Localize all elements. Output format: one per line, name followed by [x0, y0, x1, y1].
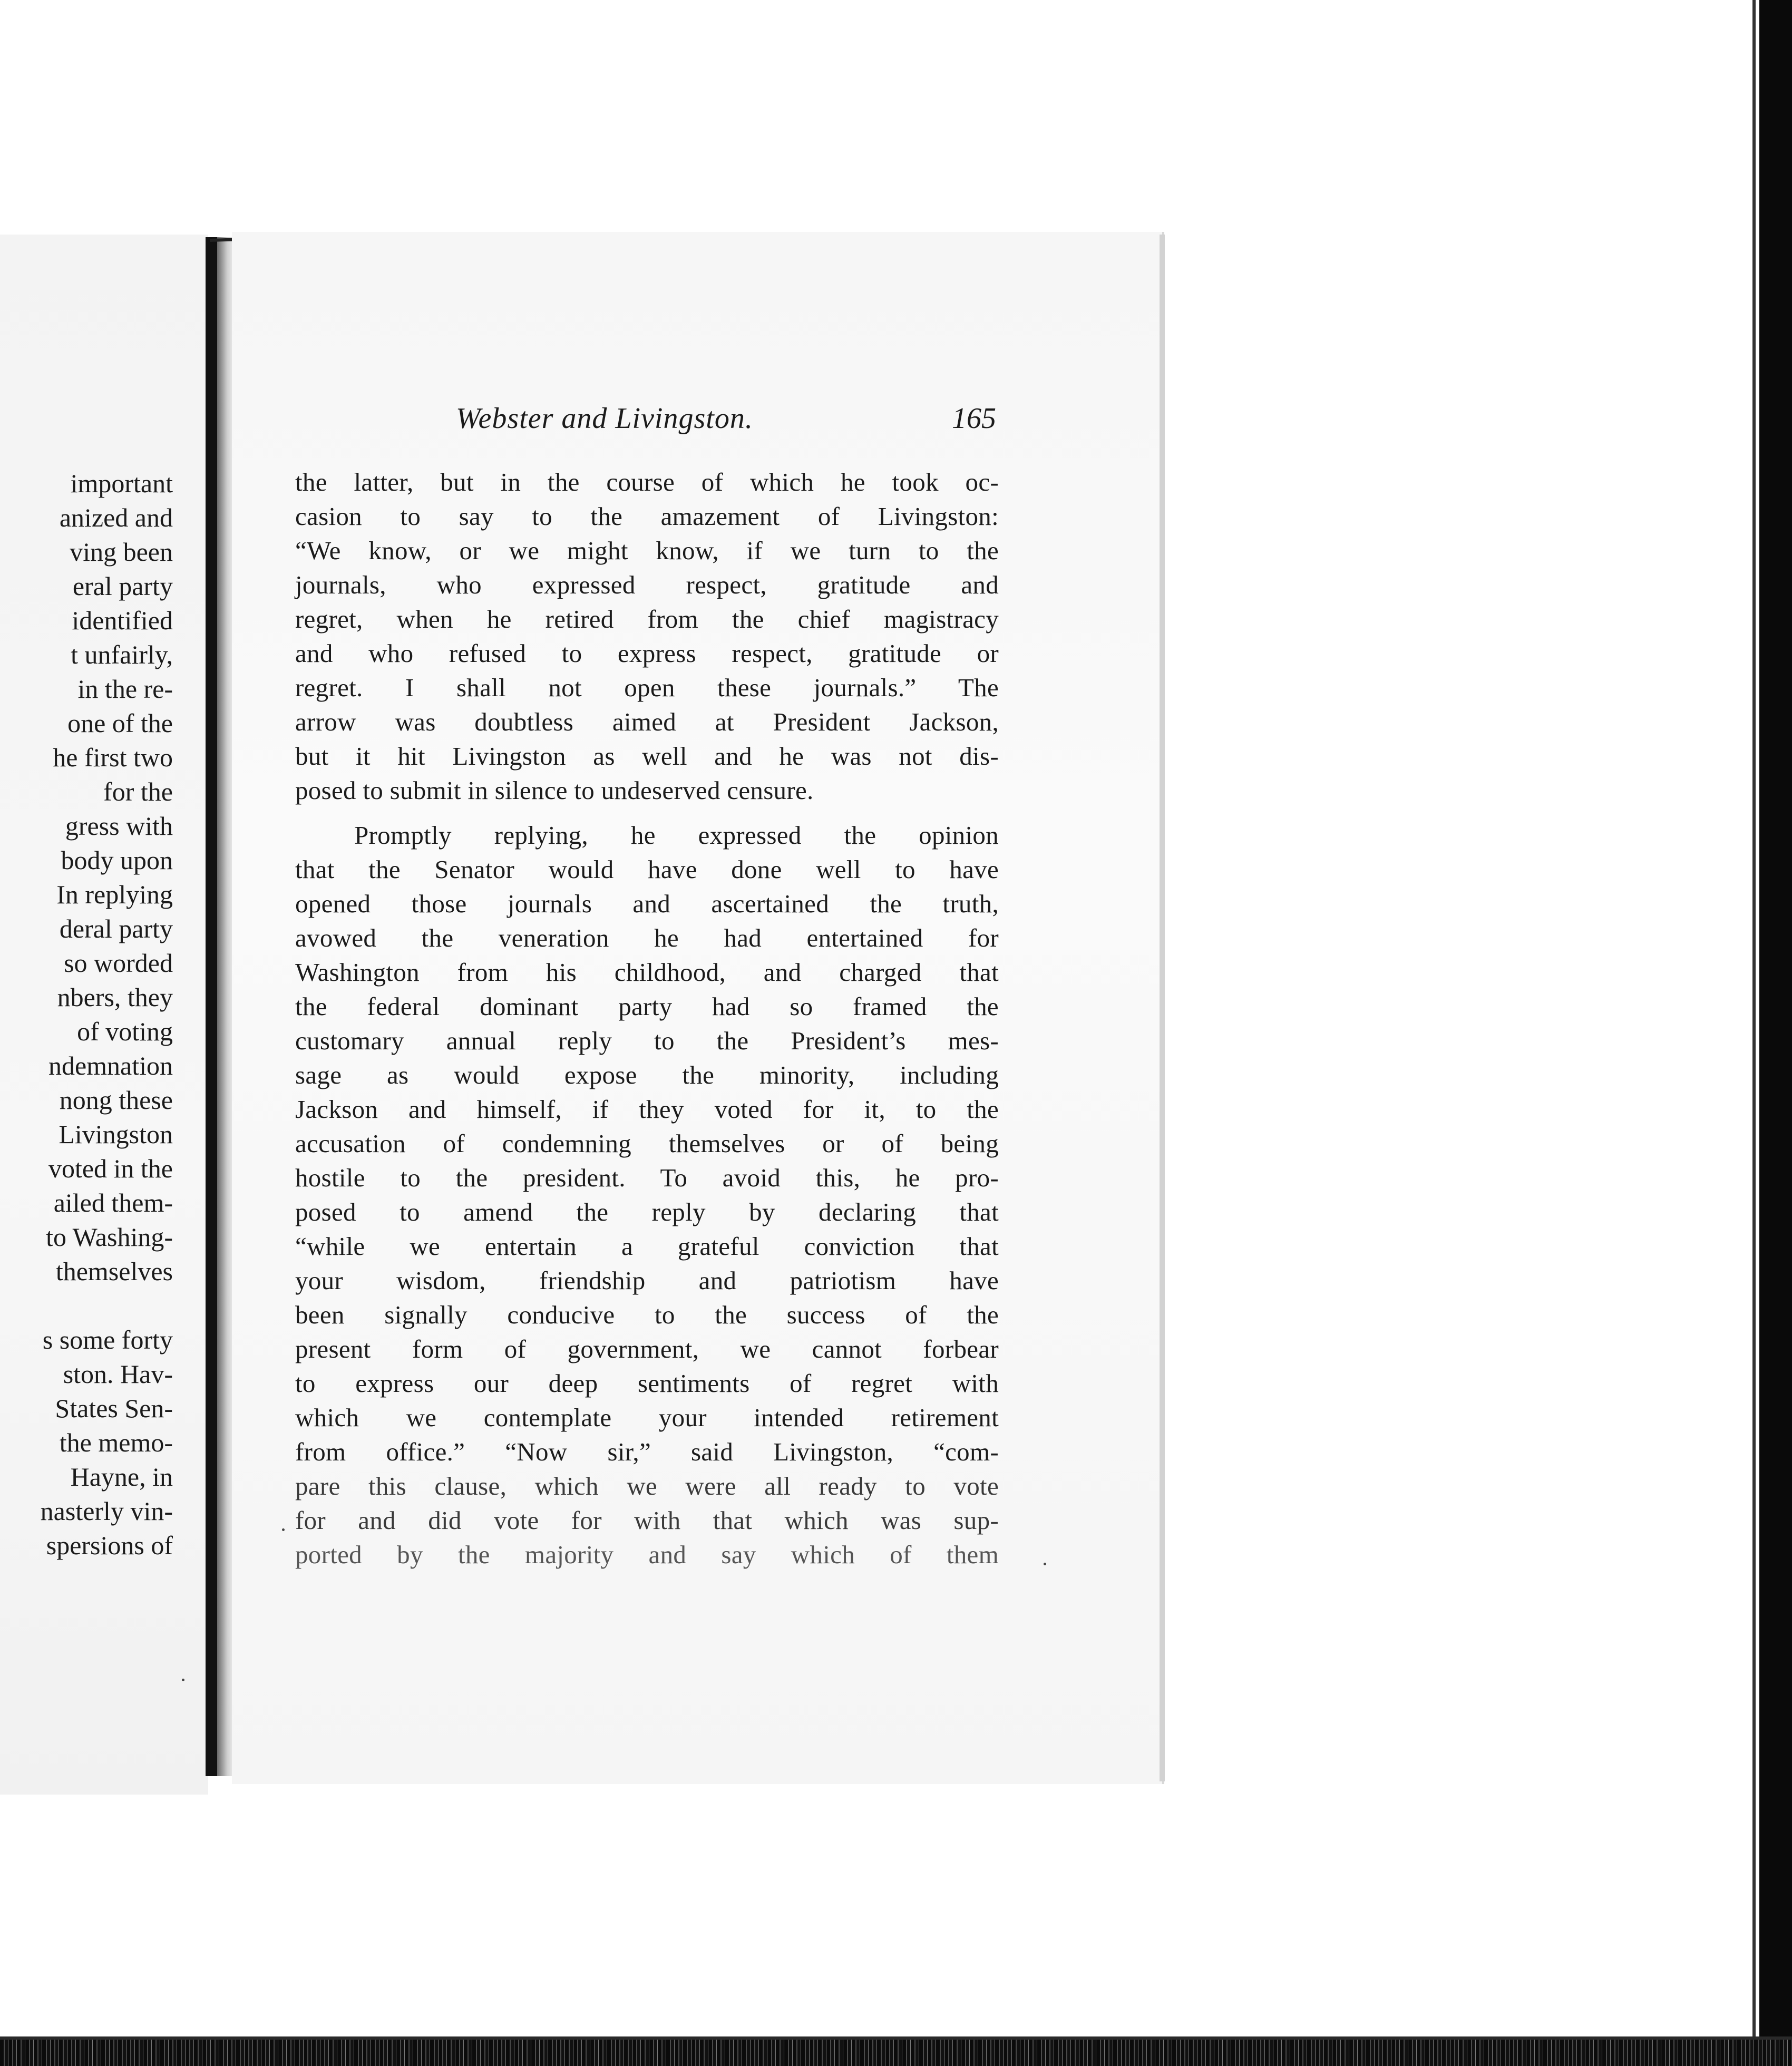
text-line: your wisdom, friendship and patriotism have [295, 1266, 999, 1295]
text-line: pare this clause, which we were all ready to vote [295, 1471, 999, 1500]
text-line: Jackson and himself, if they voted for it, to the [295, 1095, 999, 1124]
left-line: to Washing- [46, 1222, 173, 1252]
scanner-edge-bottom [0, 2040, 1792, 2066]
scan-speck [1044, 1563, 1046, 1565]
left-line: the memo- [59, 1428, 173, 1457]
left-line: deral party [59, 914, 173, 943]
text-line: present form of government, we cannot forbear [295, 1334, 999, 1363]
text-line: ported by the majority and say which of them [295, 1540, 999, 1569]
running-head [295, 402, 996, 438]
text-line: avowed the veneration he had entertained for [295, 923, 999, 952]
text-line: Promptly replying, he expressed the opinion [354, 821, 999, 850]
left-line: ndemnation [48, 1051, 173, 1080]
text-line: casion to say to the amazement of Livingston: [295, 502, 999, 531]
left-line: so worded [64, 948, 173, 978]
scanner-edge-right [1759, 0, 1792, 2066]
left-line: voted in the [48, 1154, 173, 1183]
left-line: eral party [72, 571, 173, 601]
page-number: 165 [952, 402, 996, 435]
left-line: important [70, 469, 173, 498]
left-line: ailed them- [53, 1188, 173, 1217]
left-line: s some forty [42, 1325, 173, 1354]
previous-page-fragment [0, 235, 208, 1795]
left-line: ving been [70, 537, 173, 567]
text-line: the latter, but in the course of which he took oc- [295, 467, 999, 496]
body-text [295, 465, 999, 1572]
left-line: body upon [61, 845, 173, 875]
text-line: the federal dominant party had so framed the [295, 992, 999, 1021]
text-line: and who refused to express respect, gratitude or [295, 639, 999, 668]
main-page-edge [1160, 235, 1165, 1781]
text-line: Washington from his childhood, and charged that [295, 958, 999, 987]
left-line: for the [103, 777, 173, 806]
left-line: ston. Hav- [63, 1359, 173, 1389]
left-line: spersions of [46, 1531, 173, 1560]
left-line: identified [72, 606, 173, 635]
left-line: of voting [77, 1017, 173, 1046]
text-line: “We know, or we might know, if we turn to the [295, 536, 999, 565]
text-line: opened those journals and ascertained the truth, [295, 889, 999, 918]
text-line: from office.” “Now sir,” said Livingston, “com- [295, 1437, 999, 1466]
book-spine [206, 237, 217, 1776]
left-line: States Sen- [55, 1393, 173, 1423]
running-title: Webster and Livingston. [456, 402, 753, 435]
text-line: sage as would expose the minority, including [295, 1060, 999, 1089]
left-line: he first two [53, 743, 173, 772]
text-line: hostile to the president. To avoid this, he pro- [295, 1163, 999, 1192]
left-line-gap [0, 1289, 174, 1323]
text-line: regret, when he retired from the chief magistracy [295, 605, 999, 634]
text-line: regret. I shall not open these journals.” The [295, 673, 999, 702]
text-line: for and did vote for with that which was sup- [295, 1506, 999, 1535]
text-line: to express our deep sentiments of regret with [295, 1369, 999, 1398]
left-line: In replying [56, 880, 173, 909]
left-line: Livingston [59, 1119, 173, 1149]
text-line: been signally conducive to the success of the [295, 1300, 999, 1329]
text-line: but it hit Livingston as well and he was not dis- [295, 742, 999, 771]
text-line: “while we entertain a grateful conviction that [295, 1232, 999, 1261]
text-line: journals, who expressed respect, gratitude and [295, 570, 999, 599]
text-line: arrow was doubtless aimed at President Jackson, [295, 707, 999, 736]
left-line: themselves [55, 1256, 173, 1286]
left-line: in the re- [77, 674, 173, 704]
left-line: gress with [65, 811, 173, 841]
left-line: t unfairly, [71, 640, 173, 669]
left-line: anized and [59, 503, 173, 532]
scan-speck [182, 1679, 184, 1681]
text-line: posed to submit in silence to undeserved censure. [295, 776, 814, 805]
left-line: nbers, they [57, 982, 173, 1012]
left-line: nong these [59, 1085, 173, 1115]
left-line: Hayne, in [70, 1462, 173, 1492]
text-line: that the Senator would have done well to have [295, 855, 999, 884]
scanner-edge-inner [1752, 0, 1756, 2066]
text-line: customary annual reply to the President’s mes- [295, 1026, 999, 1055]
text-line: accusation of condemning themselves or of being [295, 1129, 999, 1158]
text-line: posed to amend the reply by declaring that [295, 1197, 999, 1226]
left-line: one of the [67, 708, 173, 738]
text-line: which we contemplate your intended retirement [295, 1403, 999, 1432]
scan-speck [282, 1528, 285, 1531]
left-line: nasterly vin- [40, 1496, 173, 1526]
previous-page-text [0, 466, 174, 1563]
